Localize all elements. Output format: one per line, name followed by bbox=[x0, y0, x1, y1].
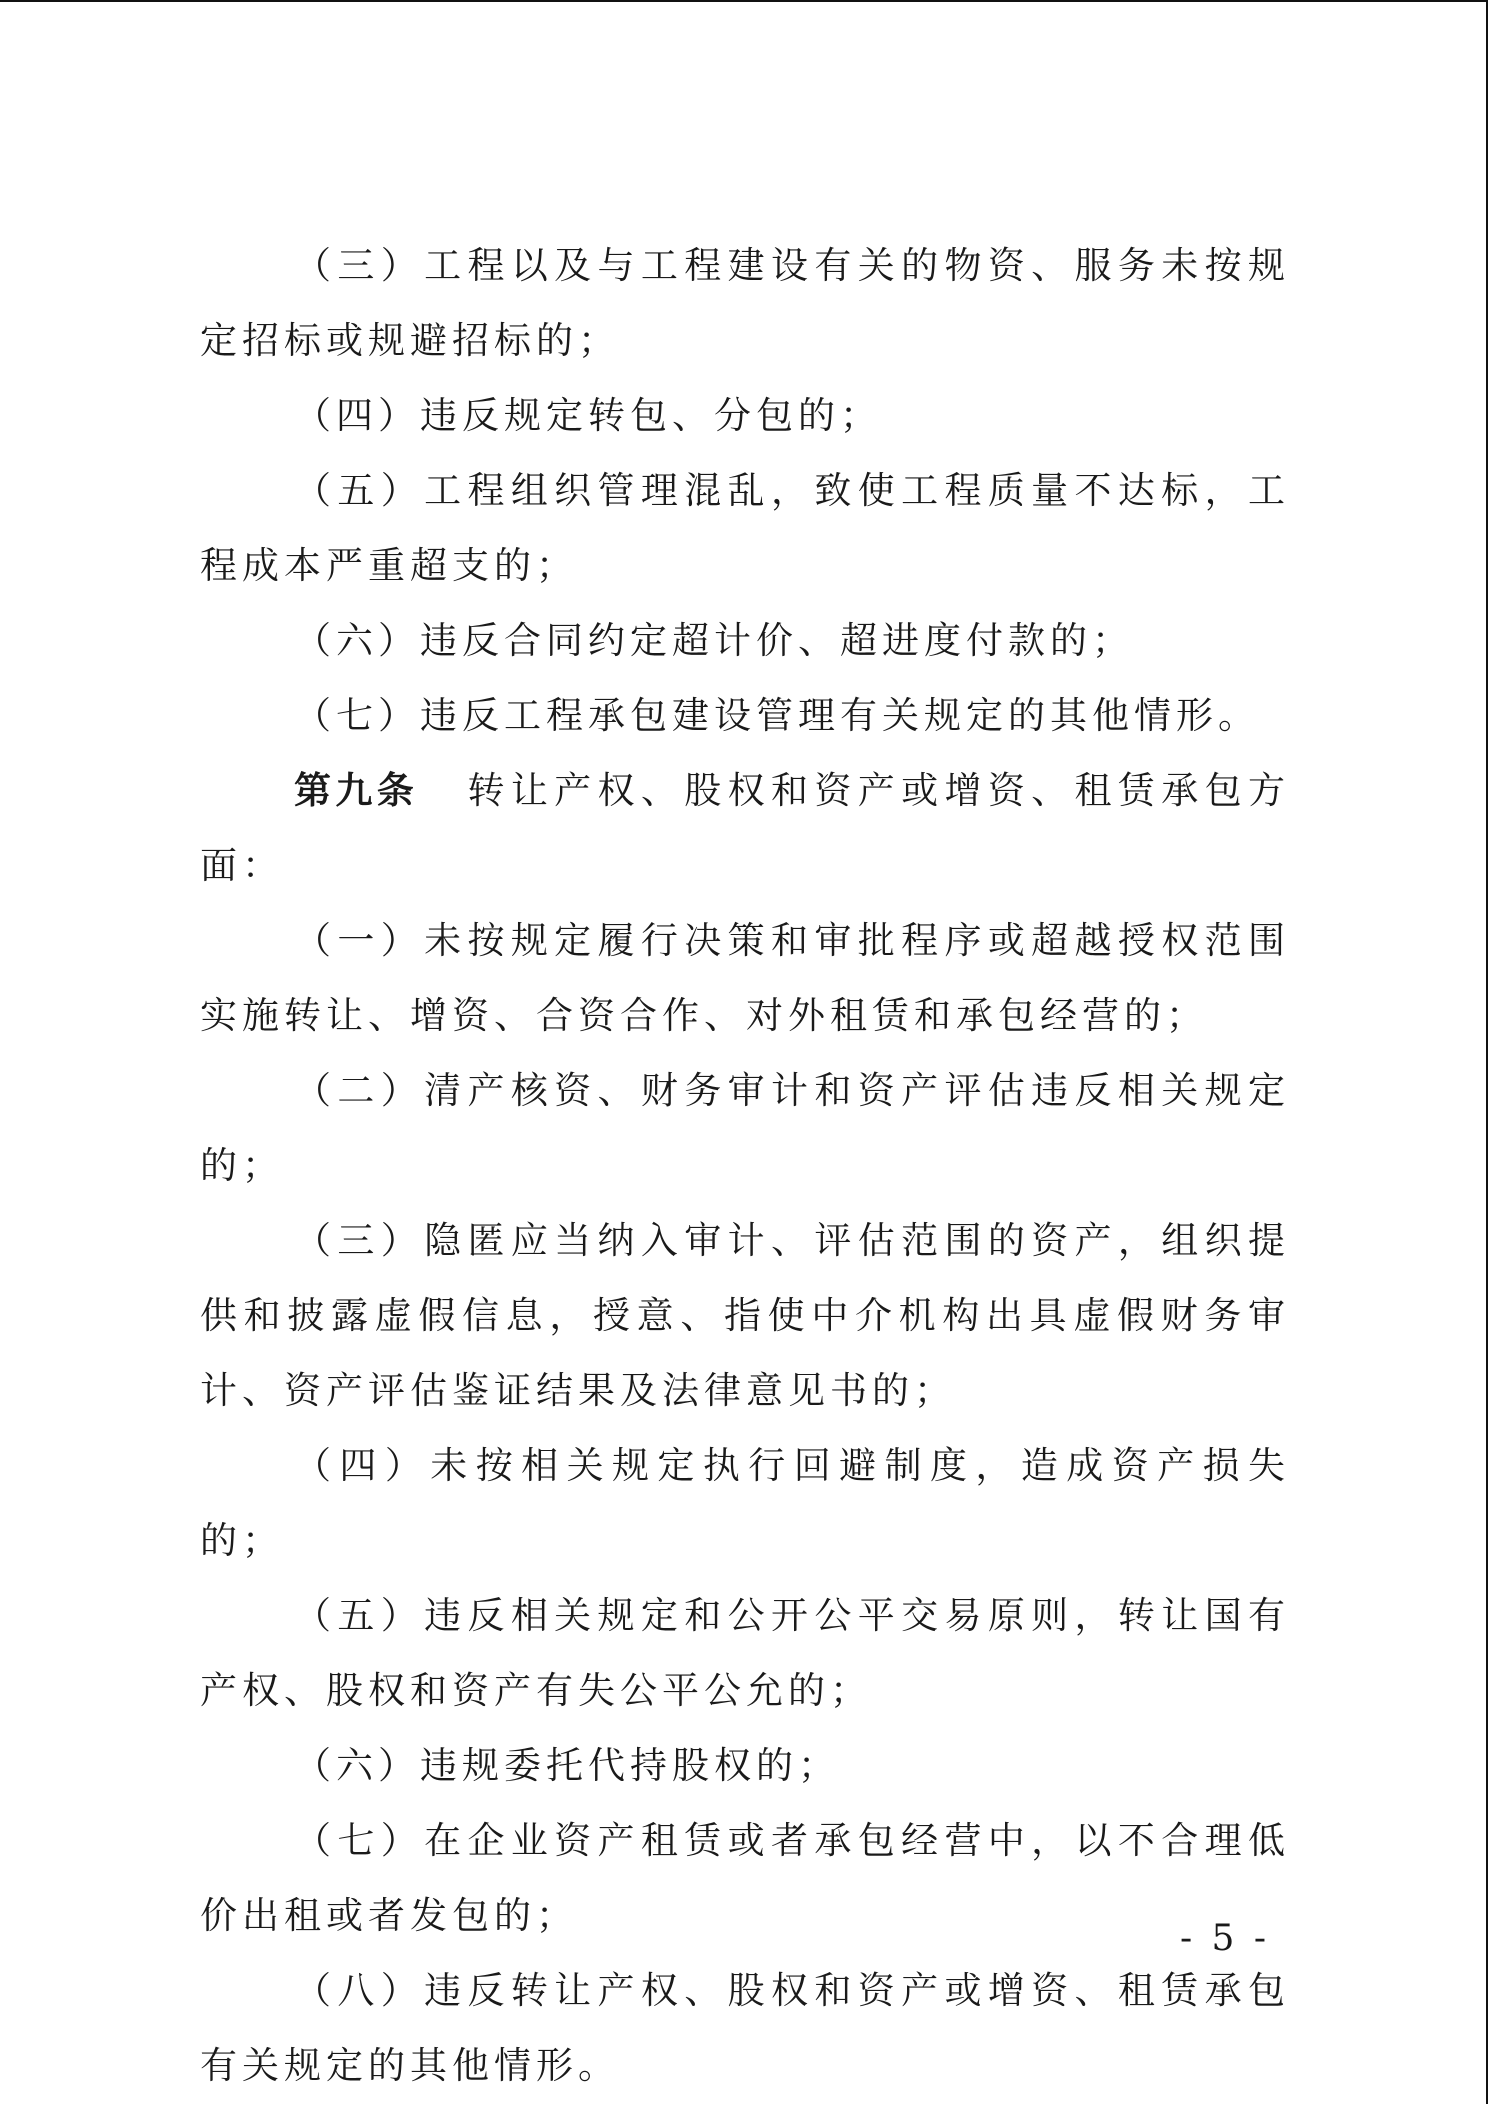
clause-paragraph: （二）清产核资、财务审计和资产评估违反相关规定的； bbox=[200, 1069, 1290, 1187]
clause-paragraph: （七）违反工程承包建设管理有关规定的其他情形。 bbox=[294, 694, 1260, 737]
article-nine-text: 转让产权、股权和资产或增资、租赁承包方面： bbox=[200, 769, 1291, 887]
document-body bbox=[200, 228, 1290, 2103]
clause-paragraph: （五）工程组织管理混乱，致使工程质量不达标，工程成本严重超支的； bbox=[200, 469, 1290, 587]
clause-paragraph: （五）违反相关规定和公开公平交易原则，转让国有产权、股权和资产有失公平公允的； bbox=[200, 1594, 1290, 1712]
clause-paragraph: （八）违反转让产权、股权和资产或增资、租赁承包有关规定的其他情形。 bbox=[200, 1969, 1290, 2087]
clause-paragraph: （四）未按相关规定执行回避制度，造成资产损失的； bbox=[200, 1444, 1290, 1562]
article-nine-paragraph bbox=[200, 753, 1290, 903]
article-nine-label: 第九条 bbox=[294, 768, 419, 812]
clause-paragraph: （六）违反合同约定超计价、超进度付款的； bbox=[294, 619, 1134, 662]
clause-paragraph: （三）隐匿应当纳入审计、评估范围的资产，组织提供和披露虚假信息，授意、指使中介机构出具虚假财务审计、资产评估鉴证结果及法律意见书的； bbox=[200, 1219, 1290, 1412]
clause-paragraph: （三）工程以及与工程建设有关的物资、服务未按规定招标或规避招标的； bbox=[200, 244, 1290, 362]
clause-paragraph: （六）违规委托代持股权的； bbox=[294, 1744, 840, 1787]
clause-paragraph: （四）违反规定转包、分包的； bbox=[294, 394, 882, 437]
page-border-top bbox=[0, 0, 1488, 2]
page-number: - 5 - bbox=[1179, 1918, 1271, 1959]
clause-paragraph: （七）在企业资产租赁或者承包经营中，以不合理低价出租或者发包的； bbox=[200, 1819, 1290, 1937]
clause-paragraph: （一）未按规定履行决策和审批程序或超越授权范围实施转让、增资、合资合作、对外租赁和承包经营的； bbox=[200, 919, 1290, 1037]
